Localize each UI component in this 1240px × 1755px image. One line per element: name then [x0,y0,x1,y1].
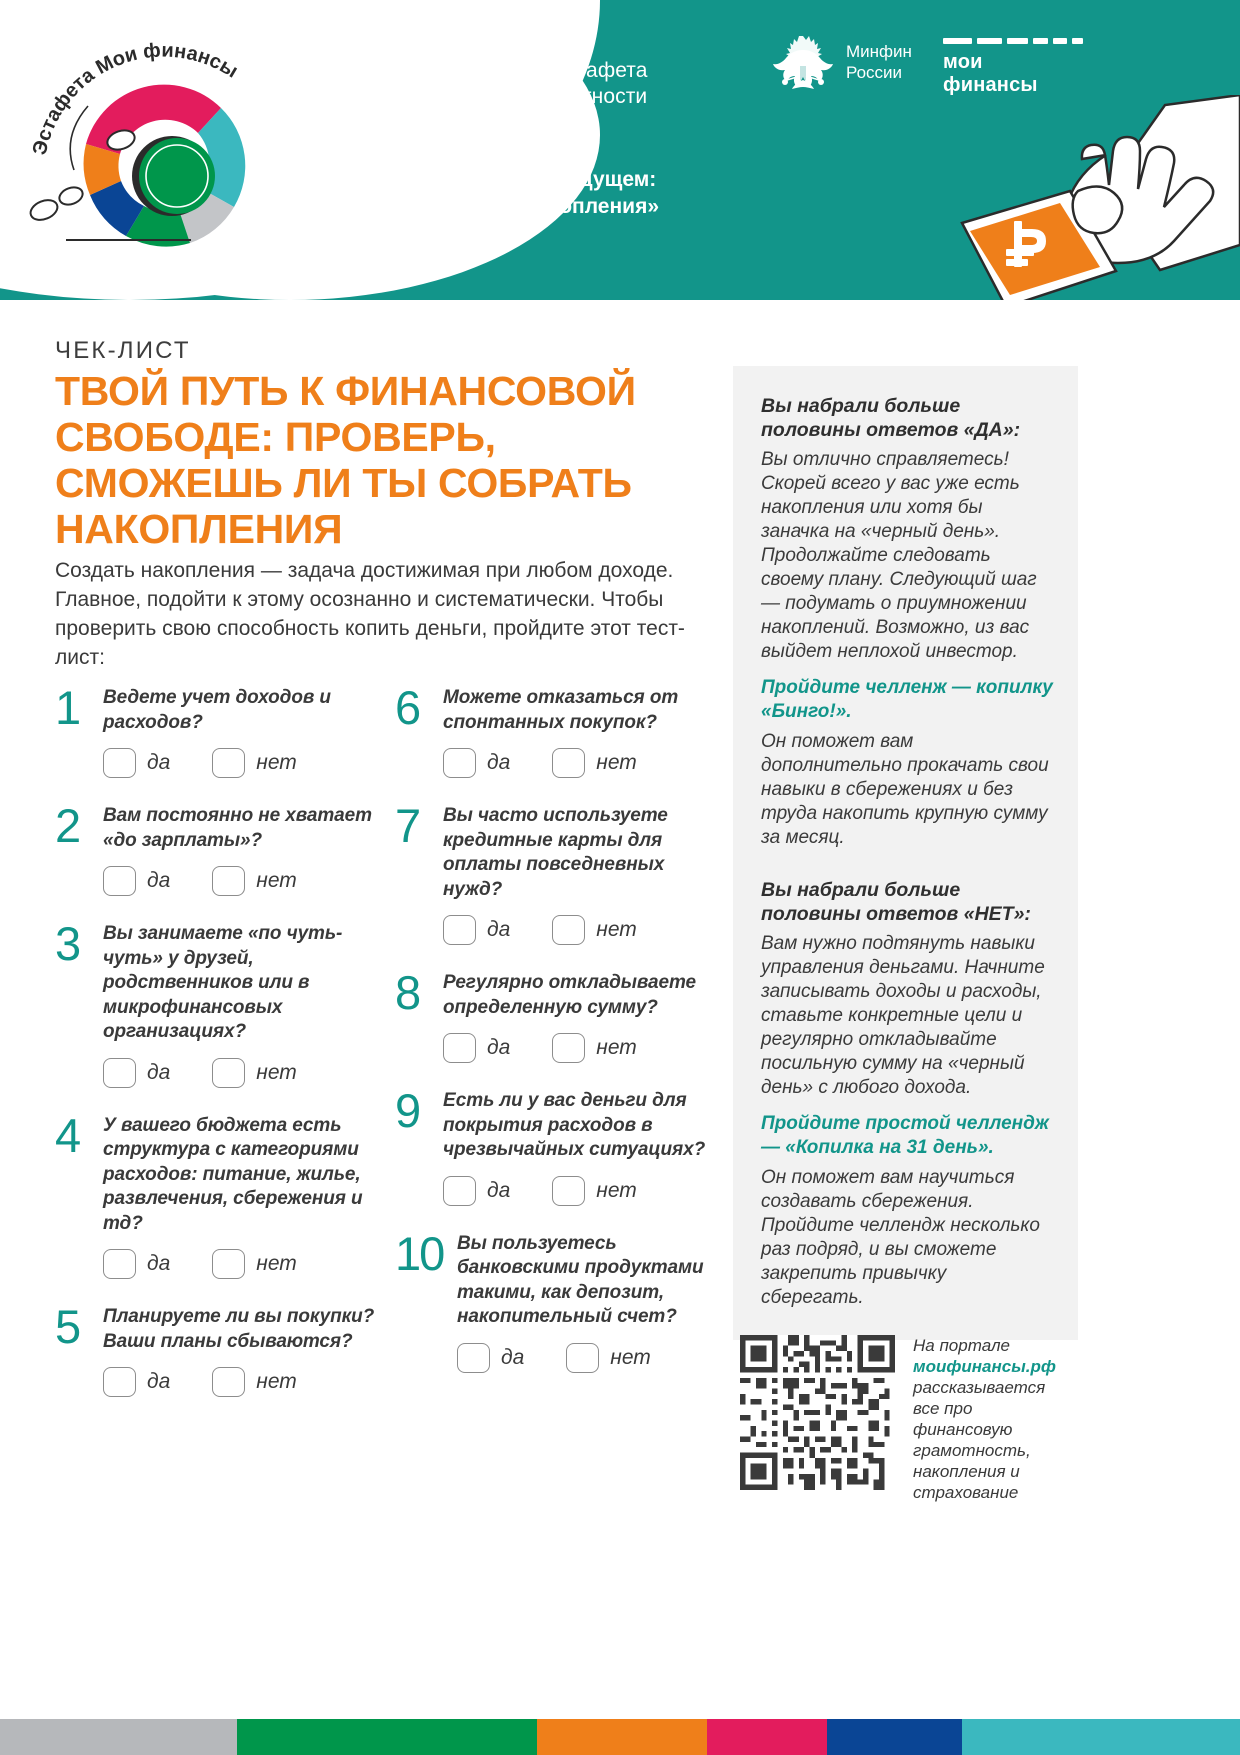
question-item [395,799,725,945]
intro-paragraph: Создать накопления — задача достижимая при любом доходе. Главное, подойти к этому осознанно и систематически. Чтобы проверить свою способность копить деньги, пройдите этот тест-лист: [55,559,685,669]
org-line-2: просветительская Эстафета [368,59,648,82]
footer-bar-pink [707,1719,827,1755]
challenge-bingo-link[interactable]: Пройдите челленж — копилку «Бинго!». [761,677,1053,722]
question-text: Планируете ли вы покупки? Ваши планы сбываются? [103,1306,375,1352]
option-label-no: нет [596,918,637,941]
results-panel [733,366,1078,1340]
question-number: 2 [55,799,82,852]
option-label-yes: да [147,1060,171,1084]
question-text: Вы занимаете «по чуть-чуть» у друзей, родственников или в микрофинансовых организациях? [103,923,343,1042]
qr-code[interactable] [740,1335,895,1490]
option-label-yes: да [147,751,171,774]
header-banner [0,0,1240,300]
qr-caption [913,1335,1063,1503]
option-no[interactable] [552,1033,637,1063]
option-no[interactable] [552,748,637,778]
checkbox-no[interactable] [212,1249,245,1279]
question-text: Регулярно откладываете определенную сумму? [443,972,697,1018]
stage-title [368,166,738,220]
challenge-31days-body: Он поможет вам научиться создавать сбережения. Пройдите челлендж несколько раз подряд, и вы сможете закрепить привычку сберегать. [761,1167,1040,1308]
org-line-3: по финансовой грамотности [368,85,648,108]
question-item [395,1084,725,1206]
qr-url[interactable]: моифинансы.рф [913,1357,1056,1376]
option-label-no: нет [256,1060,297,1084]
option-yes[interactable] [103,1249,170,1279]
footer-color-bars [0,1719,1240,1755]
option-label-yes: да [487,751,511,774]
question-number: 10 [395,1226,444,1280]
qr-line-2: рассказывается все про финансовую грамотность, накопления и страхование [913,1378,1046,1502]
option-label-yes: да [147,1370,171,1393]
option-no[interactable] [212,1249,297,1279]
option-yes[interactable] [103,748,170,778]
answer-options [103,1367,385,1397]
question-item [55,799,385,896]
minfin-line-2: России [846,63,903,82]
option-label-no: нет [596,751,637,774]
panel-spacer [761,850,1054,878]
answer-options [443,1033,725,1063]
question-text: Вы часто используете кредитные карты для оплаты повседневных нужд? [443,805,668,900]
option-no[interactable] [552,915,637,945]
challenge-31days-link[interactable]: Пройдите простой челлендж — «Копилка на 31 день». [761,1113,1049,1158]
question-text: Вы пользуетесь банковскими продуктами такими, как депозит, накопительный счет? [457,1232,704,1327]
result-no-body: Вам нужно подтянуть навыки управления деньгами. Начните записывать доходы и расходы, ставьте конкретные цели и регулярно откладывайте посильную сумму на «черный день» с любого дохода. [761,933,1045,1098]
logo-wordmark: Эстафета Мои финансы [28,39,242,158]
checkbox-yes[interactable] [103,1058,136,1088]
question-number: 4 [55,1108,82,1162]
checkbox-no[interactable] [552,1033,585,1063]
question-item [55,1108,385,1280]
qr-section [740,1335,1063,1503]
question-item [395,681,725,778]
footer-bar-green [237,1719,537,1755]
question-text: Можете отказаться от спонтанных покупок? [443,687,679,733]
option-label-yes: да [487,918,511,941]
checkbox-yes[interactable] [103,748,136,778]
question-item [395,1226,725,1373]
moi-finansy-logo [943,38,1083,97]
challenge-bingo-body: Он поможет вам дополнительно прокачать свои навыки в сбережениях и без труда накопить крупную сумму за месяц. [761,731,1049,848]
answer-options [443,915,725,945]
option-no[interactable] [212,1367,297,1397]
checkbox-no[interactable] [552,915,585,945]
result-yes-heading: Вы набрали больше половины ответов «ДА»: [761,395,1021,441]
org-line-4: «Мои финансы» [368,111,530,134]
option-yes[interactable] [103,1058,170,1088]
option-yes[interactable] [103,866,170,896]
checkbox-no[interactable] [212,748,245,778]
question-text: У вашего бюджета есть структура с категориями расходов: питание, жилье, развлечения, сбережения и тд? [103,1114,363,1234]
question-text: Вам постоянно не хватает «до зарплаты»? [103,805,372,851]
option-label-no: нет [256,1252,297,1275]
option-no[interactable] [566,1343,651,1373]
option-label-yes: да [487,1178,511,1202]
double-headed-eagle-icon [772,30,834,94]
option-yes[interactable] [443,1033,510,1063]
option-yes[interactable] [103,1367,170,1397]
page-title: ТВОЙ ПУТЬ К ФИНАНСОВОЙ СВОБОДЕ: ПРОВЕРЬ, СМОЖЕШЬ ЛИ ТЫ СОБРАТЬ НАКОПЛЕНИЯ [55,368,636,552]
option-no[interactable] [552,1176,637,1206]
option-label-yes: да [147,869,171,892]
option-label-no: нет [596,1178,637,1202]
header-copy [368,32,738,220]
checkbox-yes[interactable] [443,915,476,945]
option-label-yes: да [487,1036,511,1059]
minfin-logo [772,30,912,94]
question-number: 3 [55,917,82,970]
org-line-1: Всероссийская [368,33,517,56]
brand-name: мои финансы [943,51,1038,96]
answer-options [103,1249,385,1279]
checkbox-no[interactable] [212,866,245,896]
hand-with-wallet-illustration [910,95,1240,300]
questions-column-left [55,681,385,1423]
footer-bar-cyan [962,1719,1240,1755]
minfin-line-1: Минфин [846,42,912,61]
option-no[interactable] [212,866,297,896]
footer-bar-blue [827,1719,962,1755]
question-number: 7 [395,799,422,852]
answer-options [443,748,725,778]
page-kicker: ЧЕК-ЛИСТ [55,337,191,364]
checkbox-no[interactable] [212,1058,245,1088]
result-no-heading: Вы набрали больше половины ответов «НЕТ»: [761,879,1031,925]
checkbox-no[interactable] [552,748,585,778]
option-yes[interactable] [443,915,510,945]
checkbox-yes[interactable] [103,1367,136,1397]
option-label-no: нет [256,869,297,892]
question-item [55,917,385,1088]
question-number: 8 [395,966,422,1019]
answer-options [103,748,385,778]
footer-bar-gray [0,1719,237,1755]
checkbox-no[interactable] [566,1343,599,1373]
stage-label: Этап VI: [368,168,448,191]
checkbox-yes[interactable] [103,1249,136,1279]
qr-line-1: На портале [913,1336,1010,1355]
stage-title-line2: страхование и накопления» [368,195,659,218]
option-label-yes: да [501,1345,525,1369]
checkbox-yes[interactable] [443,748,476,778]
question-number: 6 [395,681,422,734]
option-label-no: нет [596,1036,637,1059]
result-yes-body: Вы отлично справляетесь! Скорей всего у вас уже есть накопления или хотя бы заначка на «черный день». Продолжайте следовать своему плану. Следующий шаг — подумать о приумножении накоплений. Возможно, из вас выйдет неплохой инвестор. [761,449,1037,662]
option-yes[interactable] [443,748,510,778]
answer-options [443,1176,725,1206]
question-number: 1 [55,681,82,734]
checkbox-yes[interactable] [103,866,136,896]
answer-options [103,866,385,896]
option-label-no: нет [256,1370,297,1393]
question-item [55,1300,385,1397]
option-label-yes: да [147,1252,171,1275]
option-no[interactable] [212,748,297,778]
checkbox-no[interactable] [212,1367,245,1397]
question-text: Есть ли у вас деньги для покрытия расходов в чрезвычайных ситуациях? [443,1090,706,1160]
option-label-no: нет [610,1345,651,1369]
stage-title-line1: «Думай о будущем: [452,168,657,191]
checkbox-no[interactable] [552,1176,585,1206]
questions-column-right [395,681,725,1399]
footer-bar-orange [537,1719,707,1755]
option-no[interactable] [212,1058,297,1088]
estafeta-logo [16,18,306,278]
checkbox-yes[interactable] [457,1343,490,1373]
question-number: 5 [55,1300,82,1353]
question-item [395,966,725,1063]
dash-rule-icon [943,38,1083,44]
answer-options [457,1343,725,1373]
question-number: 9 [395,1084,422,1137]
checkbox-yes[interactable] [443,1033,476,1063]
question-text: Ведете учет доходов и расходов? [103,687,331,733]
option-label-no: нет [256,751,297,774]
question-item [55,681,385,778]
option-yes[interactable] [457,1343,524,1373]
checkbox-yes[interactable] [443,1176,476,1206]
answer-options [103,1058,385,1088]
option-yes[interactable] [443,1176,510,1206]
